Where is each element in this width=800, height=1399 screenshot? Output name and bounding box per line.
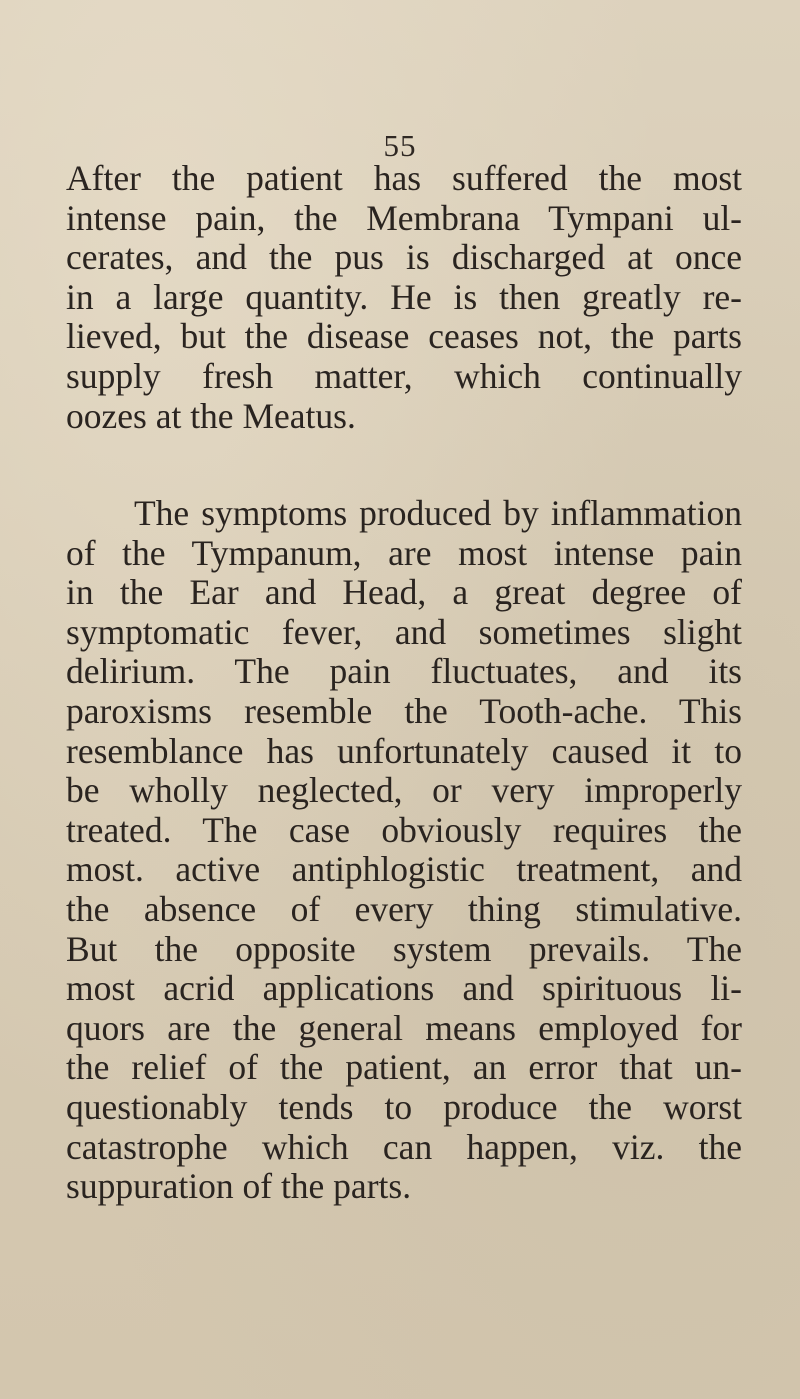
text-line: intense pain, the Membrana Tympani ul- — [66, 198, 742, 238]
text-line: After the patient has suffered the most — [66, 159, 742, 198]
text-line: But the opposite system prevails. The — [66, 929, 742, 969]
text-line: lieved, but the disease ceases not, the parts — [66, 317, 742, 357]
text-line: delirium. The pain fluctuates, and its — [66, 652, 742, 692]
text-line: the absence of every thing stimulative. — [66, 889, 742, 929]
text-line: The symptoms produced by inflammation — [134, 494, 742, 533]
paragraph-1 — [66, 159, 742, 436]
text-line: oozes at the Meatus. — [66, 396, 356, 436]
text-line: quors are the general means employed for — [66, 1008, 742, 1048]
text-line: most acrid applications and spirituous li- — [66, 969, 742, 1009]
paragraph-2 — [66, 494, 742, 1207]
text-line: symptomatic fever, and sometimes slight — [66, 612, 742, 652]
text-line: in the Ear and Head, a great degree of — [66, 573, 742, 613]
text-line: supply fresh matter, which continually — [66, 356, 742, 396]
text-line: most. active antiphlogistic treatment, and — [66, 850, 742, 890]
text-line: in a large quantity. He is then greatly re- — [66, 277, 742, 317]
text-line: catastrophe which can happen, viz. the — [66, 1127, 742, 1167]
text-line: questionably tends to produce the worst — [66, 1087, 742, 1127]
text-line: be wholly neglected, or very improperly — [66, 771, 742, 811]
text-line: the relief of the patient, an error that un- — [66, 1048, 742, 1088]
text-line: cerates, and the pus is discharged at once — [66, 238, 742, 278]
text-line: of the Tympanum, are most intense pain — [66, 533, 742, 573]
text-line: resemblance has unfortunately caused it to — [66, 731, 742, 771]
text-line: treated. The case obviously requires the — [66, 810, 742, 850]
text-line: suppuration of the parts. — [66, 1167, 412, 1207]
page-number: 55 — [383, 128, 417, 163]
text-line: paroxisms resemble the Tooth-ache. This — [66, 691, 742, 731]
